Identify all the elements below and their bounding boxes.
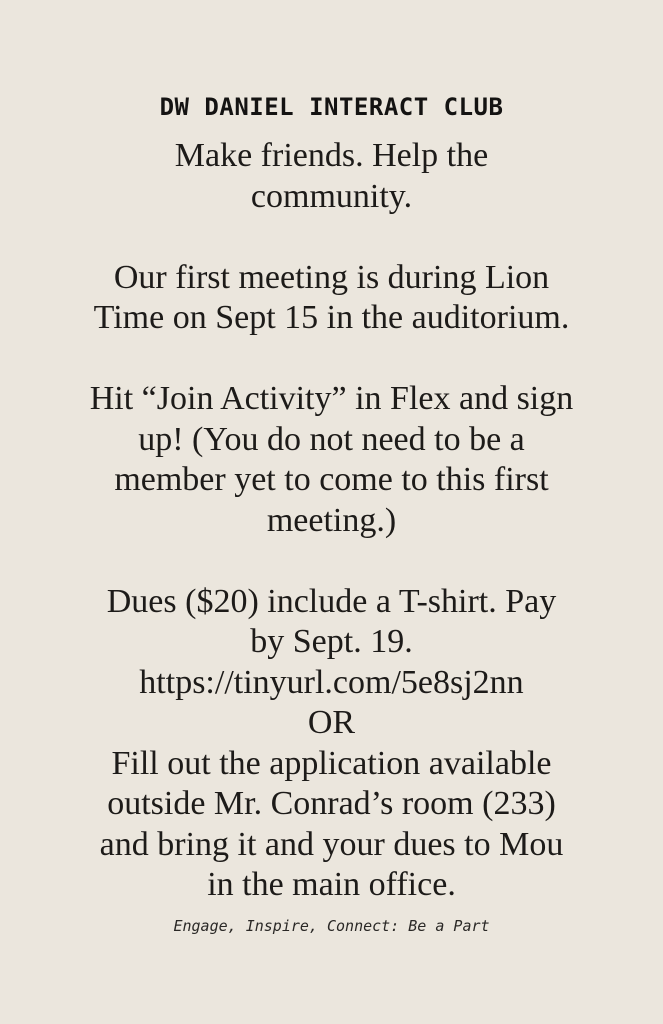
application-line: and bring it and your dues to Mou: [99, 825, 564, 863]
meeting-line: Our first meeting is during Lion: [113, 258, 550, 296]
paragraph-gap: [40, 541, 623, 582]
paragraph-gap: [40, 339, 623, 380]
signup-line: member yet to come to this first: [114, 461, 549, 498]
intro-line: community.: [250, 177, 413, 215]
or-separator: OR: [307, 704, 356, 741]
flyer-body: [40, 136, 623, 906]
tagline: Engage, Inspire, Connect: Be a Part: [173, 917, 490, 935]
signup-line: Hit “Join Activity” in Flex and sign: [89, 380, 574, 417]
dues-line: Dues ($20) include a T-shirt. Pay: [106, 582, 557, 620]
application-line: Fill out the application available: [111, 744, 552, 782]
application-line: outside Mr. Conrad’s room (233): [107, 785, 556, 822]
dues-line: by Sept. 19.: [250, 623, 413, 660]
dues-link: https://tinyurl.com/5e8sj2nn: [139, 663, 524, 701]
signup-line: up! (You do not need to be a: [138, 420, 525, 458]
application-line: in the main office.: [207, 866, 456, 903]
signup-line: meeting.): [266, 501, 397, 539]
club-title: DW DANIEL INTERACT CLUB: [159, 93, 504, 121]
paragraph-gap: [40, 217, 623, 258]
meeting-line: Time on Sept 15 in the auditorium.: [93, 299, 570, 336]
intro-line: Make friends. Help the: [174, 137, 489, 174]
